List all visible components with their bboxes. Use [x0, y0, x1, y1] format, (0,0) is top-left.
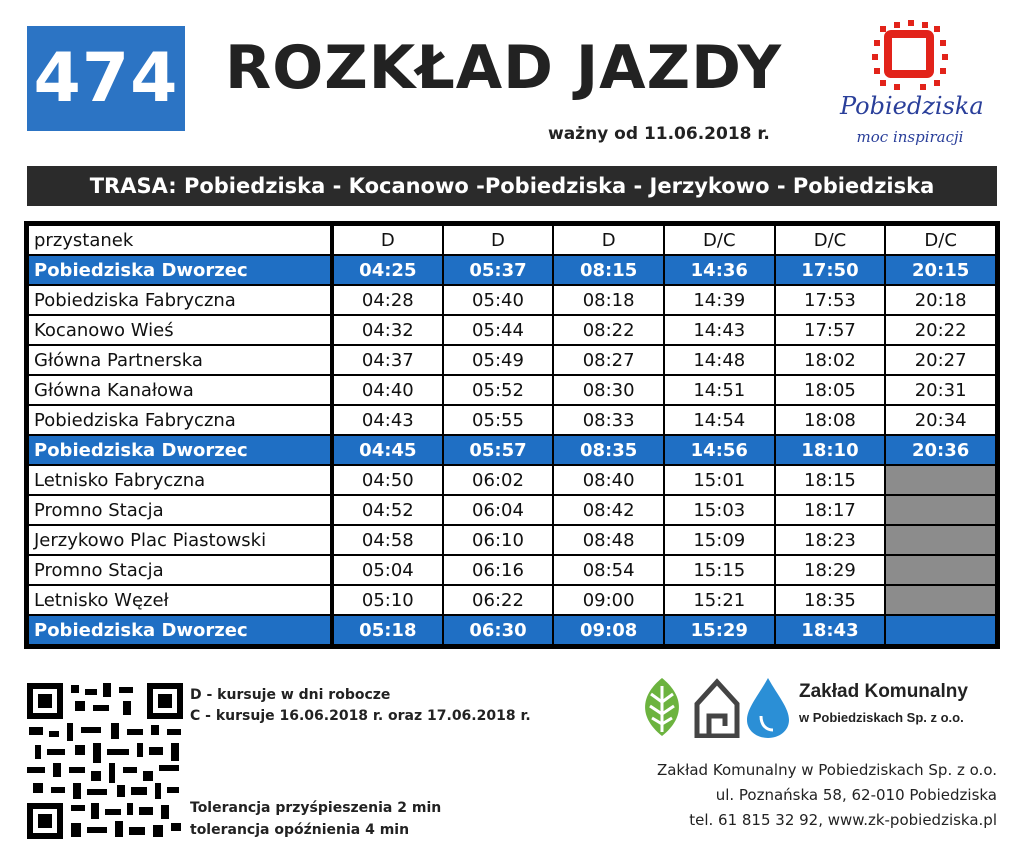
- departure-time: 04:50: [332, 465, 443, 495]
- leaf-icon: [645, 678, 679, 736]
- departure-time: 08:33: [553, 405, 664, 435]
- table-row: [28, 345, 996, 375]
- departure-time: 05:37: [443, 255, 554, 285]
- departure-time: 14:54: [664, 405, 775, 435]
- departure-time: 17:53: [775, 285, 886, 315]
- table-row: [28, 285, 996, 315]
- departure-time: 18:05: [775, 375, 886, 405]
- table-row: [28, 525, 996, 555]
- stop-name: Główna Partnerska: [28, 345, 332, 375]
- departure-time: 20:36: [885, 435, 996, 465]
- departure-time: 18:23: [775, 525, 886, 555]
- departure-time: 08:22: [553, 315, 664, 345]
- stop-name: Jerzykowo Plac Piastowski: [28, 525, 332, 555]
- departure-time: 04:43: [332, 405, 443, 435]
- departure-time: 20:15: [885, 255, 996, 285]
- stop-name: Pobiedziska Fabryczna: [28, 285, 332, 315]
- no-service-cell: [885, 495, 996, 525]
- contact-info: [657, 758, 997, 833]
- departure-time: 14:51: [664, 375, 775, 405]
- logo-slogan: moc inspiracji: [856, 128, 964, 146]
- departure-time: 05:18: [332, 615, 443, 645]
- departure-time: 15:09: [664, 525, 775, 555]
- departure-time: 05:10: [332, 585, 443, 615]
- qr-code: [27, 683, 183, 839]
- departure-time: 08:54: [553, 555, 664, 585]
- header-course: D/C: [664, 225, 775, 255]
- pobiedziska-logo: [840, 20, 984, 150]
- table-row: [28, 375, 996, 405]
- departure-time: 05:40: [443, 285, 554, 315]
- legend-d: D - kursuje w dni robocze: [190, 687, 391, 703]
- departure-time: 04:32: [332, 315, 443, 345]
- departure-time: 04:25: [332, 255, 443, 285]
- company-icons: [637, 676, 793, 738]
- table-row: [28, 465, 996, 495]
- departure-time: 04:40: [332, 375, 443, 405]
- departure-time: 18:17: [775, 495, 886, 525]
- contact-line-3: tel. 61 815 32 92, www.zk-pobiedziska.pl: [689, 811, 997, 829]
- logo-name: Pobiedziska: [840, 92, 984, 120]
- table-row: [28, 555, 996, 585]
- departure-time: 05:49: [443, 345, 554, 375]
- tolerance-early: Tolerancja przyśpieszenia 2 min: [190, 800, 442, 816]
- table-row: [28, 315, 996, 345]
- stop-name: Pobiedziska Fabryczna: [28, 405, 332, 435]
- departure-time: 05:52: [443, 375, 554, 405]
- stop-name: Letnisko Węzeł: [28, 585, 332, 615]
- no-service-cell: [885, 525, 996, 555]
- departure-time: 08:27: [553, 345, 664, 375]
- departure-time: 20:31: [885, 375, 996, 405]
- table-row: [28, 495, 996, 525]
- departure-time: 15:03: [664, 495, 775, 525]
- company-name: Zakład Komunalny: [799, 681, 968, 702]
- departure-time: 06:16: [443, 555, 554, 585]
- departure-time: 04:58: [332, 525, 443, 555]
- table-row: [28, 405, 996, 435]
- tolerance: [190, 797, 441, 841]
- departure-time: 14:48: [664, 345, 775, 375]
- stop-name: Pobiedziska Dworzec: [28, 615, 332, 645]
- departure-time: 06:30: [443, 615, 554, 645]
- legend: [190, 685, 531, 727]
- valid-from: ważny od 11.06.2018 r.: [548, 124, 770, 144]
- departure-time: 14:39: [664, 285, 775, 315]
- stop-name: Letnisko Fabryczna: [28, 465, 332, 495]
- departure-time: 09:08: [553, 615, 664, 645]
- departure-time: 18:35: [775, 585, 886, 615]
- departure-time: 04:37: [332, 345, 443, 375]
- route-description: TRASA: Pobiedziska - Kocanowo -Pobiedziska - Jerzykowo - Pobiedziska: [27, 166, 997, 206]
- header-course: D: [332, 225, 443, 255]
- tolerance-late: tolerancja opóźnienia 4 min: [190, 822, 410, 838]
- departure-time: 20:34: [885, 405, 996, 435]
- no-service-cell: [885, 585, 996, 615]
- departure-time: 08:35: [553, 435, 664, 465]
- departure-time: 05:04: [332, 555, 443, 585]
- departure-time: 20:27: [885, 345, 996, 375]
- header-course: D/C: [775, 225, 886, 255]
- table-row: [28, 255, 996, 285]
- route-number: 474: [27, 26, 185, 131]
- departure-time: 18:08: [775, 405, 886, 435]
- departure-time: 18:10: [775, 435, 886, 465]
- departure-time: 04:45: [332, 435, 443, 465]
- table-row: [28, 585, 996, 615]
- departure-time: 08:48: [553, 525, 664, 555]
- departure-time: 09:00: [553, 585, 664, 615]
- header-stop: przystanek: [28, 225, 332, 255]
- departure-time: 20:22: [885, 315, 996, 345]
- logo-square-icon: [840, 20, 980, 95]
- departure-time: 18:02: [775, 345, 886, 375]
- departure-time: 14:43: [664, 315, 775, 345]
- departure-time: 08:30: [553, 375, 664, 405]
- departure-time: 08:42: [553, 495, 664, 525]
- stop-name: Pobiedziska Dworzec: [28, 435, 332, 465]
- departure-time: 08:15: [553, 255, 664, 285]
- contact-line-2: ul. Poznańska 58, 62-010 Pobiedziska: [715, 786, 997, 804]
- legend-c: C - kursuje 16.06.2018 r. oraz 17.06.2018 r.: [190, 708, 531, 724]
- header-course: D: [553, 225, 664, 255]
- water-drop-icon: [747, 678, 789, 738]
- departure-time: 15:01: [664, 465, 775, 495]
- departure-time: 20:18: [885, 285, 996, 315]
- departure-time: 14:36: [664, 255, 775, 285]
- departure-time: 05:57: [443, 435, 554, 465]
- departure-time: 06:02: [443, 465, 554, 495]
- page-title: ROZKŁAD JAZDY: [225, 33, 783, 103]
- no-service-cell: [885, 615, 996, 645]
- departure-time: 15:15: [664, 555, 775, 585]
- departure-time: 15:29: [664, 615, 775, 645]
- departure-time: 18:15: [775, 465, 886, 495]
- stop-name: Promno Stacja: [28, 555, 332, 585]
- departure-time: 04:52: [332, 495, 443, 525]
- departure-time: 18:43: [775, 615, 886, 645]
- departure-time: 17:57: [775, 315, 886, 345]
- header-course: D: [443, 225, 554, 255]
- departure-time: 08:18: [553, 285, 664, 315]
- house-icon: [697, 682, 737, 736]
- stop-name: Kocanowo Wieś: [28, 315, 332, 345]
- departure-time: 08:40: [553, 465, 664, 495]
- departure-time: 14:56: [664, 435, 775, 465]
- table-row: [28, 615, 996, 645]
- timetable: [27, 224, 997, 646]
- departure-time: 06:22: [443, 585, 554, 615]
- departure-time: 04:28: [332, 285, 443, 315]
- departure-time: 18:29: [775, 555, 886, 585]
- contact-line-1: Zakład Komunalny w Pobiedziskach Sp. z o.o.: [656, 761, 997, 779]
- timetable-header-row: [28, 225, 996, 255]
- no-service-cell: [885, 555, 996, 585]
- departure-time: 17:50: [775, 255, 886, 285]
- departure-time: 05:55: [443, 405, 554, 435]
- stop-name: Promno Stacja: [28, 495, 332, 525]
- stop-name: Pobiedziska Dworzec: [28, 255, 332, 285]
- no-service-cell: [885, 465, 996, 495]
- company-subtitle: w Pobiedziskach Sp. z o.o.: [799, 710, 964, 725]
- header-course: D/C: [885, 225, 996, 255]
- departure-time: 06:04: [443, 495, 554, 525]
- departure-time: 05:44: [443, 315, 554, 345]
- departure-time: 15:21: [664, 585, 775, 615]
- departure-time: 06:10: [443, 525, 554, 555]
- table-row: [28, 435, 996, 465]
- stop-name: Główna Kanałowa: [28, 375, 332, 405]
